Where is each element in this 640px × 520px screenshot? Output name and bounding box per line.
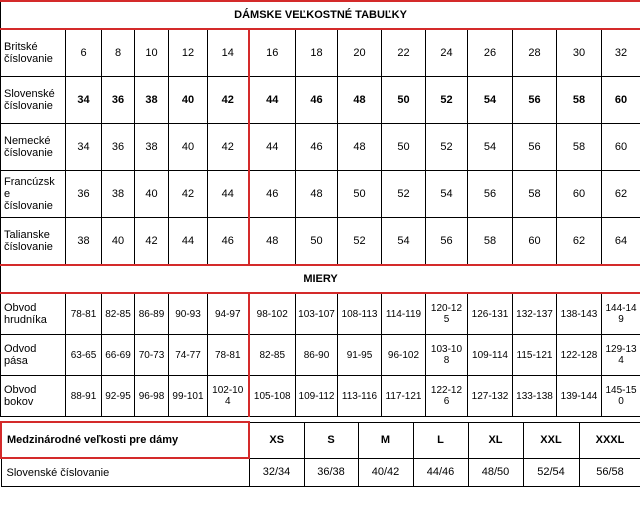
cell-text-line: 91-95 bbox=[346, 349, 373, 361]
size-value-cell: 40 bbox=[169, 77, 208, 124]
row-label bbox=[1, 335, 66, 376]
measure-value-cell bbox=[338, 293, 382, 335]
cell-text-line: 115-121 bbox=[516, 349, 553, 361]
measure-value-cell bbox=[208, 335, 249, 376]
cell-text-line: 6 bbox=[443, 396, 450, 407]
size-value-cell: 54 bbox=[468, 77, 513, 124]
cell-text-line: hrudníka bbox=[4, 314, 47, 326]
intl-value-cell: 44/46 bbox=[413, 458, 468, 487]
measure-value-cell bbox=[513, 335, 557, 376]
cell-text-line: číslovanie bbox=[4, 147, 53, 159]
size-value-cell: 50 bbox=[382, 77, 426, 124]
size-value-cell: 6 bbox=[66, 29, 102, 77]
size-value-cell: 52 bbox=[382, 171, 426, 218]
size-value-cell: 46 bbox=[296, 124, 338, 171]
cell-text-line: 132-137 bbox=[516, 308, 553, 320]
size-value-cell: 36 bbox=[66, 171, 102, 218]
measure-value-cell bbox=[468, 376, 513, 417]
cell-text-line: 70-73 bbox=[138, 349, 165, 361]
measure-value-cell bbox=[249, 376, 296, 417]
size-value-cell: 44 bbox=[208, 171, 249, 218]
cell-text-line: 5 bbox=[443, 314, 450, 325]
measure-value-cell bbox=[426, 293, 468, 335]
cell-text-line: Britské bbox=[4, 41, 38, 53]
measure-value-cell bbox=[382, 376, 426, 417]
size-value-cell: 30 bbox=[557, 29, 602, 77]
cell-text-line: 90-93 bbox=[175, 308, 201, 320]
measure-value-cell bbox=[382, 293, 426, 335]
measure-value-cell bbox=[602, 335, 640, 376]
measure-value-cell bbox=[66, 335, 102, 376]
size-value-cell: 32 bbox=[602, 29, 640, 77]
cell-text-line: 122-128 bbox=[560, 349, 598, 361]
size-value-cell: 54 bbox=[382, 218, 426, 266]
cell-text-line: 98-102 bbox=[256, 308, 288, 320]
size-value-cell: 16 bbox=[249, 29, 296, 77]
measure-value-cell bbox=[102, 293, 135, 335]
intl-header-label: Medzinárodné veľkosti pre dámy bbox=[1, 422, 249, 458]
measures-title: MIERY bbox=[1, 265, 640, 293]
size-value-cell: 52 bbox=[426, 124, 468, 171]
size-value-cell: 46 bbox=[249, 171, 296, 218]
size-row bbox=[1, 218, 640, 266]
size-value-cell: 42 bbox=[135, 218, 169, 266]
size-row bbox=[1, 124, 640, 171]
cell-text-line: 129-13 bbox=[605, 344, 637, 355]
size-value-cell: 56 bbox=[513, 77, 557, 124]
size-value-cell: 44 bbox=[249, 124, 296, 171]
measure-row bbox=[1, 376, 640, 417]
cell-text-line: 113-116 bbox=[341, 390, 378, 402]
cell-text-line: 122-12 bbox=[430, 385, 463, 396]
measure-value-cell bbox=[66, 293, 102, 335]
cell-text-line: Francúzsk bbox=[4, 176, 55, 188]
size-value-cell: 20 bbox=[338, 29, 382, 77]
cell-text-line: 78-81 bbox=[214, 349, 241, 361]
size-value-cell: 38 bbox=[102, 171, 135, 218]
size-value-cell: 48 bbox=[338, 124, 382, 171]
size-value-cell: 60 bbox=[557, 171, 602, 218]
size-value-cell: 42 bbox=[169, 171, 208, 218]
cell-text-line: Slovenské bbox=[4, 88, 55, 100]
intl-value-cell: 48/50 bbox=[468, 458, 523, 487]
intl-value-cell: 32/34 bbox=[249, 458, 304, 487]
size-value-cell: 38 bbox=[66, 218, 102, 266]
size-value-cell: 52 bbox=[338, 218, 382, 266]
cell-text-line: 4 bbox=[224, 396, 231, 407]
measure-value-cell bbox=[169, 293, 208, 335]
measure-value-cell bbox=[102, 376, 135, 417]
cell-text-line: Nemecké bbox=[4, 135, 51, 147]
measure-value-cell bbox=[296, 293, 338, 335]
cell-text-line: 109-112 bbox=[298, 390, 335, 402]
measure-value-cell bbox=[102, 335, 135, 376]
row-label bbox=[1, 77, 66, 124]
size-value-cell: 54 bbox=[468, 124, 513, 171]
size-value-cell: 62 bbox=[557, 218, 602, 266]
size-value-cell: 44 bbox=[169, 218, 208, 266]
measure-value-cell bbox=[602, 376, 640, 417]
measure-value-cell bbox=[169, 335, 208, 376]
cell-text-line: 96-98 bbox=[138, 390, 165, 402]
measure-value-cell bbox=[296, 335, 338, 376]
size-value-cell: 50 bbox=[382, 124, 426, 171]
intl-value-cell: 56/58 bbox=[579, 458, 640, 487]
page-title: DÁMSKE VEĽKOSTNÉ TABUĽKY bbox=[1, 1, 640, 29]
measure-value-cell bbox=[426, 335, 468, 376]
cell-text-line: 139-144 bbox=[560, 390, 598, 402]
cell-text-line: 82-85 bbox=[105, 308, 131, 320]
intl-value-cell: 52/54 bbox=[523, 458, 579, 487]
cell-text-line: 86-89 bbox=[138, 308, 165, 320]
row-label bbox=[1, 293, 66, 335]
cell-text-line: 63-65 bbox=[70, 349, 97, 361]
size-row bbox=[1, 171, 640, 218]
size-value-cell: 56 bbox=[468, 171, 513, 218]
international-sizes-table bbox=[0, 421, 640, 487]
size-value-cell: 36 bbox=[102, 77, 135, 124]
size-value-cell: 58 bbox=[557, 77, 602, 124]
measure-value-cell bbox=[135, 335, 169, 376]
measure-value-cell bbox=[338, 376, 382, 417]
measure-value-cell bbox=[208, 293, 249, 335]
size-value-cell: 42 bbox=[208, 77, 249, 124]
size-value-cell: 28 bbox=[513, 29, 557, 77]
size-value-cell: 26 bbox=[468, 29, 513, 77]
size-value-cell: 58 bbox=[513, 171, 557, 218]
cell-text-line: 133-138 bbox=[516, 390, 553, 402]
size-value-cell: 50 bbox=[296, 218, 338, 266]
measure-value-cell bbox=[249, 293, 296, 335]
measures-title-row bbox=[1, 265, 640, 293]
size-value-cell: 58 bbox=[557, 124, 602, 171]
measure-value-cell bbox=[382, 335, 426, 376]
size-value-cell: 36 bbox=[102, 124, 135, 171]
cell-text-line: 82-85 bbox=[259, 349, 286, 361]
intl-size-cell: L bbox=[413, 422, 468, 458]
cell-text-line: číslovanie bbox=[4, 100, 53, 112]
row-label bbox=[1, 124, 66, 171]
cell-text-line: 94-97 bbox=[214, 308, 241, 320]
size-value-cell: 48 bbox=[338, 77, 382, 124]
intl-size-cell: XXXL bbox=[579, 422, 640, 458]
size-value-cell: 52 bbox=[426, 77, 468, 124]
size-value-cell: 40 bbox=[169, 124, 208, 171]
intl-size-cell: XXL bbox=[523, 422, 579, 458]
size-value-cell: 62 bbox=[602, 171, 640, 218]
intl-value-cell: 36/38 bbox=[304, 458, 358, 487]
cell-text-line: Odvod bbox=[4, 343, 37, 355]
cell-text-line: bokov bbox=[4, 396, 34, 408]
measure-value-cell bbox=[208, 376, 249, 417]
measure-value-cell bbox=[338, 335, 382, 376]
size-value-cell: 42 bbox=[208, 124, 249, 171]
intl-size-cell: S bbox=[304, 422, 358, 458]
intl-size-cell: XL bbox=[468, 422, 523, 458]
cell-text-line: 66-69 bbox=[105, 349, 131, 361]
measure-value-cell bbox=[135, 376, 169, 417]
measure-value-cell bbox=[513, 376, 557, 417]
measure-row bbox=[1, 293, 640, 335]
cell-text-line: Obvod bbox=[4, 302, 37, 314]
size-value-cell: 40 bbox=[102, 218, 135, 266]
size-value-cell: 64 bbox=[602, 218, 640, 266]
row-label bbox=[1, 218, 66, 266]
cell-text-line: 105-108 bbox=[253, 390, 291, 402]
cell-text-line: 99-101 bbox=[172, 390, 204, 402]
cell-text-line: e bbox=[4, 188, 11, 200]
measure-value-cell bbox=[66, 376, 102, 417]
cell-text-line: 8 bbox=[443, 355, 450, 366]
size-value-cell: 54 bbox=[426, 171, 468, 218]
cell-text-line: číslovanie bbox=[4, 200, 53, 212]
cell-text-line: číslovanie bbox=[4, 53, 53, 65]
size-value-cell: 60 bbox=[602, 77, 640, 124]
size-value-cell: 14 bbox=[208, 29, 249, 77]
cell-text-line: 103-107 bbox=[298, 308, 335, 320]
cell-text-line: 127-132 bbox=[471, 390, 509, 402]
size-value-cell: 46 bbox=[296, 77, 338, 124]
measure-value-cell bbox=[602, 293, 640, 335]
cell-text-line: 92-95 bbox=[105, 390, 131, 402]
size-value-cell: 48 bbox=[296, 171, 338, 218]
title-row bbox=[1, 1, 640, 29]
size-value-cell: 60 bbox=[513, 218, 557, 266]
cell-text-line: 86-90 bbox=[303, 349, 330, 361]
size-value-cell: 38 bbox=[135, 77, 169, 124]
cell-text-line: 4 bbox=[618, 355, 624, 366]
measure-value-cell bbox=[296, 376, 338, 417]
cell-text-line: 114-119 bbox=[385, 308, 422, 320]
row-label bbox=[1, 29, 66, 77]
size-value-cell: 50 bbox=[338, 171, 382, 218]
size-value-cell: 46 bbox=[208, 218, 249, 266]
cell-text-line: 120-12 bbox=[430, 303, 463, 314]
cell-text-line: číslovanie bbox=[4, 241, 53, 253]
size-value-cell: 8 bbox=[102, 29, 135, 77]
size-value-cell: 56 bbox=[513, 124, 557, 171]
cell-text-line: pása bbox=[4, 355, 28, 367]
intl-size-cell: M bbox=[358, 422, 413, 458]
size-value-cell: 40 bbox=[135, 171, 169, 218]
cell-text-line: 145-15 bbox=[605, 385, 637, 396]
measure-value-cell bbox=[468, 335, 513, 376]
intl-size-cell: XS bbox=[249, 422, 304, 458]
cell-text-line: 102-10 bbox=[212, 385, 244, 396]
cell-text-line: 108-113 bbox=[341, 308, 378, 320]
size-value-cell: 60 bbox=[602, 124, 640, 171]
cell-text-line: 126-131 bbox=[471, 308, 509, 320]
size-value-cell: 44 bbox=[249, 77, 296, 124]
intl-row-label: Slovenské číslovanie bbox=[1, 458, 249, 487]
measure-value-cell bbox=[513, 293, 557, 335]
row-label bbox=[1, 376, 66, 417]
cell-text-line: 9 bbox=[618, 314, 624, 325]
size-value-cell: 12 bbox=[169, 29, 208, 77]
size-value-cell: 22 bbox=[382, 29, 426, 77]
cell-text-line: 0 bbox=[618, 396, 624, 407]
measure-value-cell bbox=[249, 335, 296, 376]
size-value-cell: 34 bbox=[66, 124, 102, 171]
measure-value-cell bbox=[557, 376, 602, 417]
cell-text-line: 109-114 bbox=[472, 349, 508, 361]
size-value-cell: 56 bbox=[426, 218, 468, 266]
measure-value-cell bbox=[135, 293, 169, 335]
size-value-cell: 10 bbox=[135, 29, 169, 77]
cell-text-line: 88-91 bbox=[70, 390, 97, 402]
measure-row bbox=[1, 335, 640, 376]
size-row bbox=[1, 77, 640, 124]
cell-text-line: 138-143 bbox=[560, 308, 598, 320]
measure-value-cell bbox=[557, 293, 602, 335]
size-row bbox=[1, 29, 640, 77]
cell-text-line: 144-14 bbox=[605, 303, 637, 314]
size-value-cell: 18 bbox=[296, 29, 338, 77]
size-value-cell: 24 bbox=[426, 29, 468, 77]
cell-text-line: 103-10 bbox=[430, 344, 463, 355]
cell-text-line: 78-81 bbox=[70, 308, 97, 320]
cell-text-line: Obvod bbox=[4, 384, 37, 396]
cell-text-line: 117-121 bbox=[385, 390, 422, 402]
measure-value-cell bbox=[557, 335, 602, 376]
measure-value-cell bbox=[426, 376, 468, 417]
measure-value-cell bbox=[468, 293, 513, 335]
cell-text-line: 96-102 bbox=[387, 349, 420, 361]
row-label bbox=[1, 171, 66, 218]
size-value-cell: 34 bbox=[66, 77, 102, 124]
measure-value-cell bbox=[169, 376, 208, 417]
size-value-cell: 48 bbox=[249, 218, 296, 266]
cell-text-line: Talianske bbox=[4, 229, 50, 241]
cell-text-line: 74-77 bbox=[175, 349, 201, 361]
size-value-cell: 58 bbox=[468, 218, 513, 266]
intl-value-cell: 40/42 bbox=[358, 458, 413, 487]
size-value-cell: 38 bbox=[135, 124, 169, 171]
